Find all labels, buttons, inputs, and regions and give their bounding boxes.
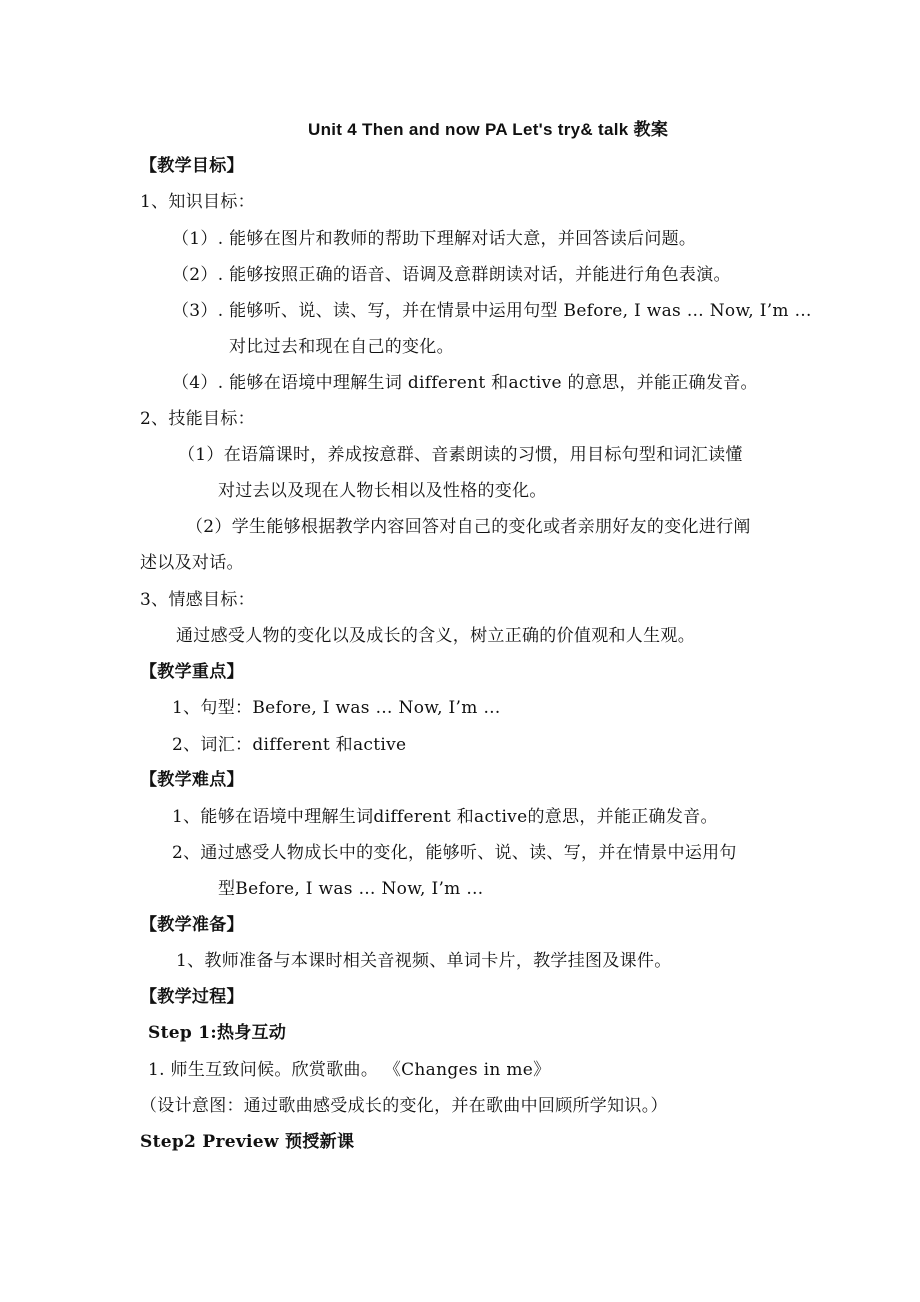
step1-title: Step 1:热身互动 xyxy=(148,1023,287,1043)
section-heading-goals: 【教学目标】 xyxy=(140,156,244,176)
skill-goal-item-continued: 对过去以及现在人物长相以及性格的变化。 xyxy=(218,481,547,501)
knowledge-goal-item-continued: 对比过去和现在自己的变化。 xyxy=(229,337,454,357)
step2-title: Step2 Preview 预授新课 xyxy=(140,1132,355,1152)
skill-goal-item: （2）学生能够根据教学内容回答对自己的变化或者亲朋好友的变化进行阐 xyxy=(186,517,751,537)
knowledge-goal-label: 1、知识目标： xyxy=(140,192,255,212)
skill-goal-item: （1）在语篇课时，养成按意群、音素朗读的习惯，用目标句型和词汇读懂 xyxy=(178,445,743,465)
step1-design-note: （设计意图：通过歌曲感受成长的变化，并在歌曲中回顾所学知识。） xyxy=(140,1096,668,1116)
doc-title: Unit 4 Then and now PA Let's try& talk 教案 xyxy=(308,120,669,139)
focus-item: 1、句型：Before, I was … Now, I’m … xyxy=(172,698,501,718)
knowledge-goal-item: （2）. 能够按照正确的语音、语调及意群朗读对话，并能进行角色表演。 xyxy=(172,265,731,285)
emotion-goal-label: 3、情感目标： xyxy=(140,590,255,610)
difficulty-item-continued: 型Before, I was … Now, I’m … xyxy=(218,879,484,899)
knowledge-goal-item: （1）. 能够在图片和教师的帮助下理解对话大意，并回答读后问题。 xyxy=(172,229,697,249)
knowledge-goal-item: （4）. 能够在语境中理解生词 different 和active 的意思，并能正确发音。 xyxy=(172,373,758,393)
skill-goal-label: 2、技能目标： xyxy=(140,409,255,429)
section-heading-focus: 【教学重点】 xyxy=(140,662,244,682)
section-heading-process: 【教学过程】 xyxy=(140,987,244,1007)
skill-goal-item-continued: 述以及对话。 xyxy=(140,553,244,573)
section-heading-difficulty: 【教学难点】 xyxy=(140,770,244,790)
step1-item: 1. 师生互致问候。欣赏歌曲。 《Changes in me》 xyxy=(148,1060,551,1080)
emotion-goal-text: 通过感受人物的变化以及成长的含义，树立正确的价值观和人生观。 xyxy=(176,626,695,646)
prep-item: 1、教师准备与本课时相关音视频、单词卡片，教学挂图及课件。 xyxy=(176,951,672,971)
focus-item: 2、词汇：different 和active xyxy=(172,735,407,755)
section-heading-prep: 【教学准备】 xyxy=(140,915,244,935)
difficulty-item: 2、通过感受人物成长中的变化，能够听、说、读、写，并在情景中运用句 xyxy=(172,843,737,863)
knowledge-goal-item: （3）. 能够听、说、读、写，并在情景中运用句型 Before, I was … Now, I’m … xyxy=(172,301,812,321)
difficulty-item: 1、能够在语境中理解生词different 和active的意思，并能正确发音。 xyxy=(172,807,718,827)
